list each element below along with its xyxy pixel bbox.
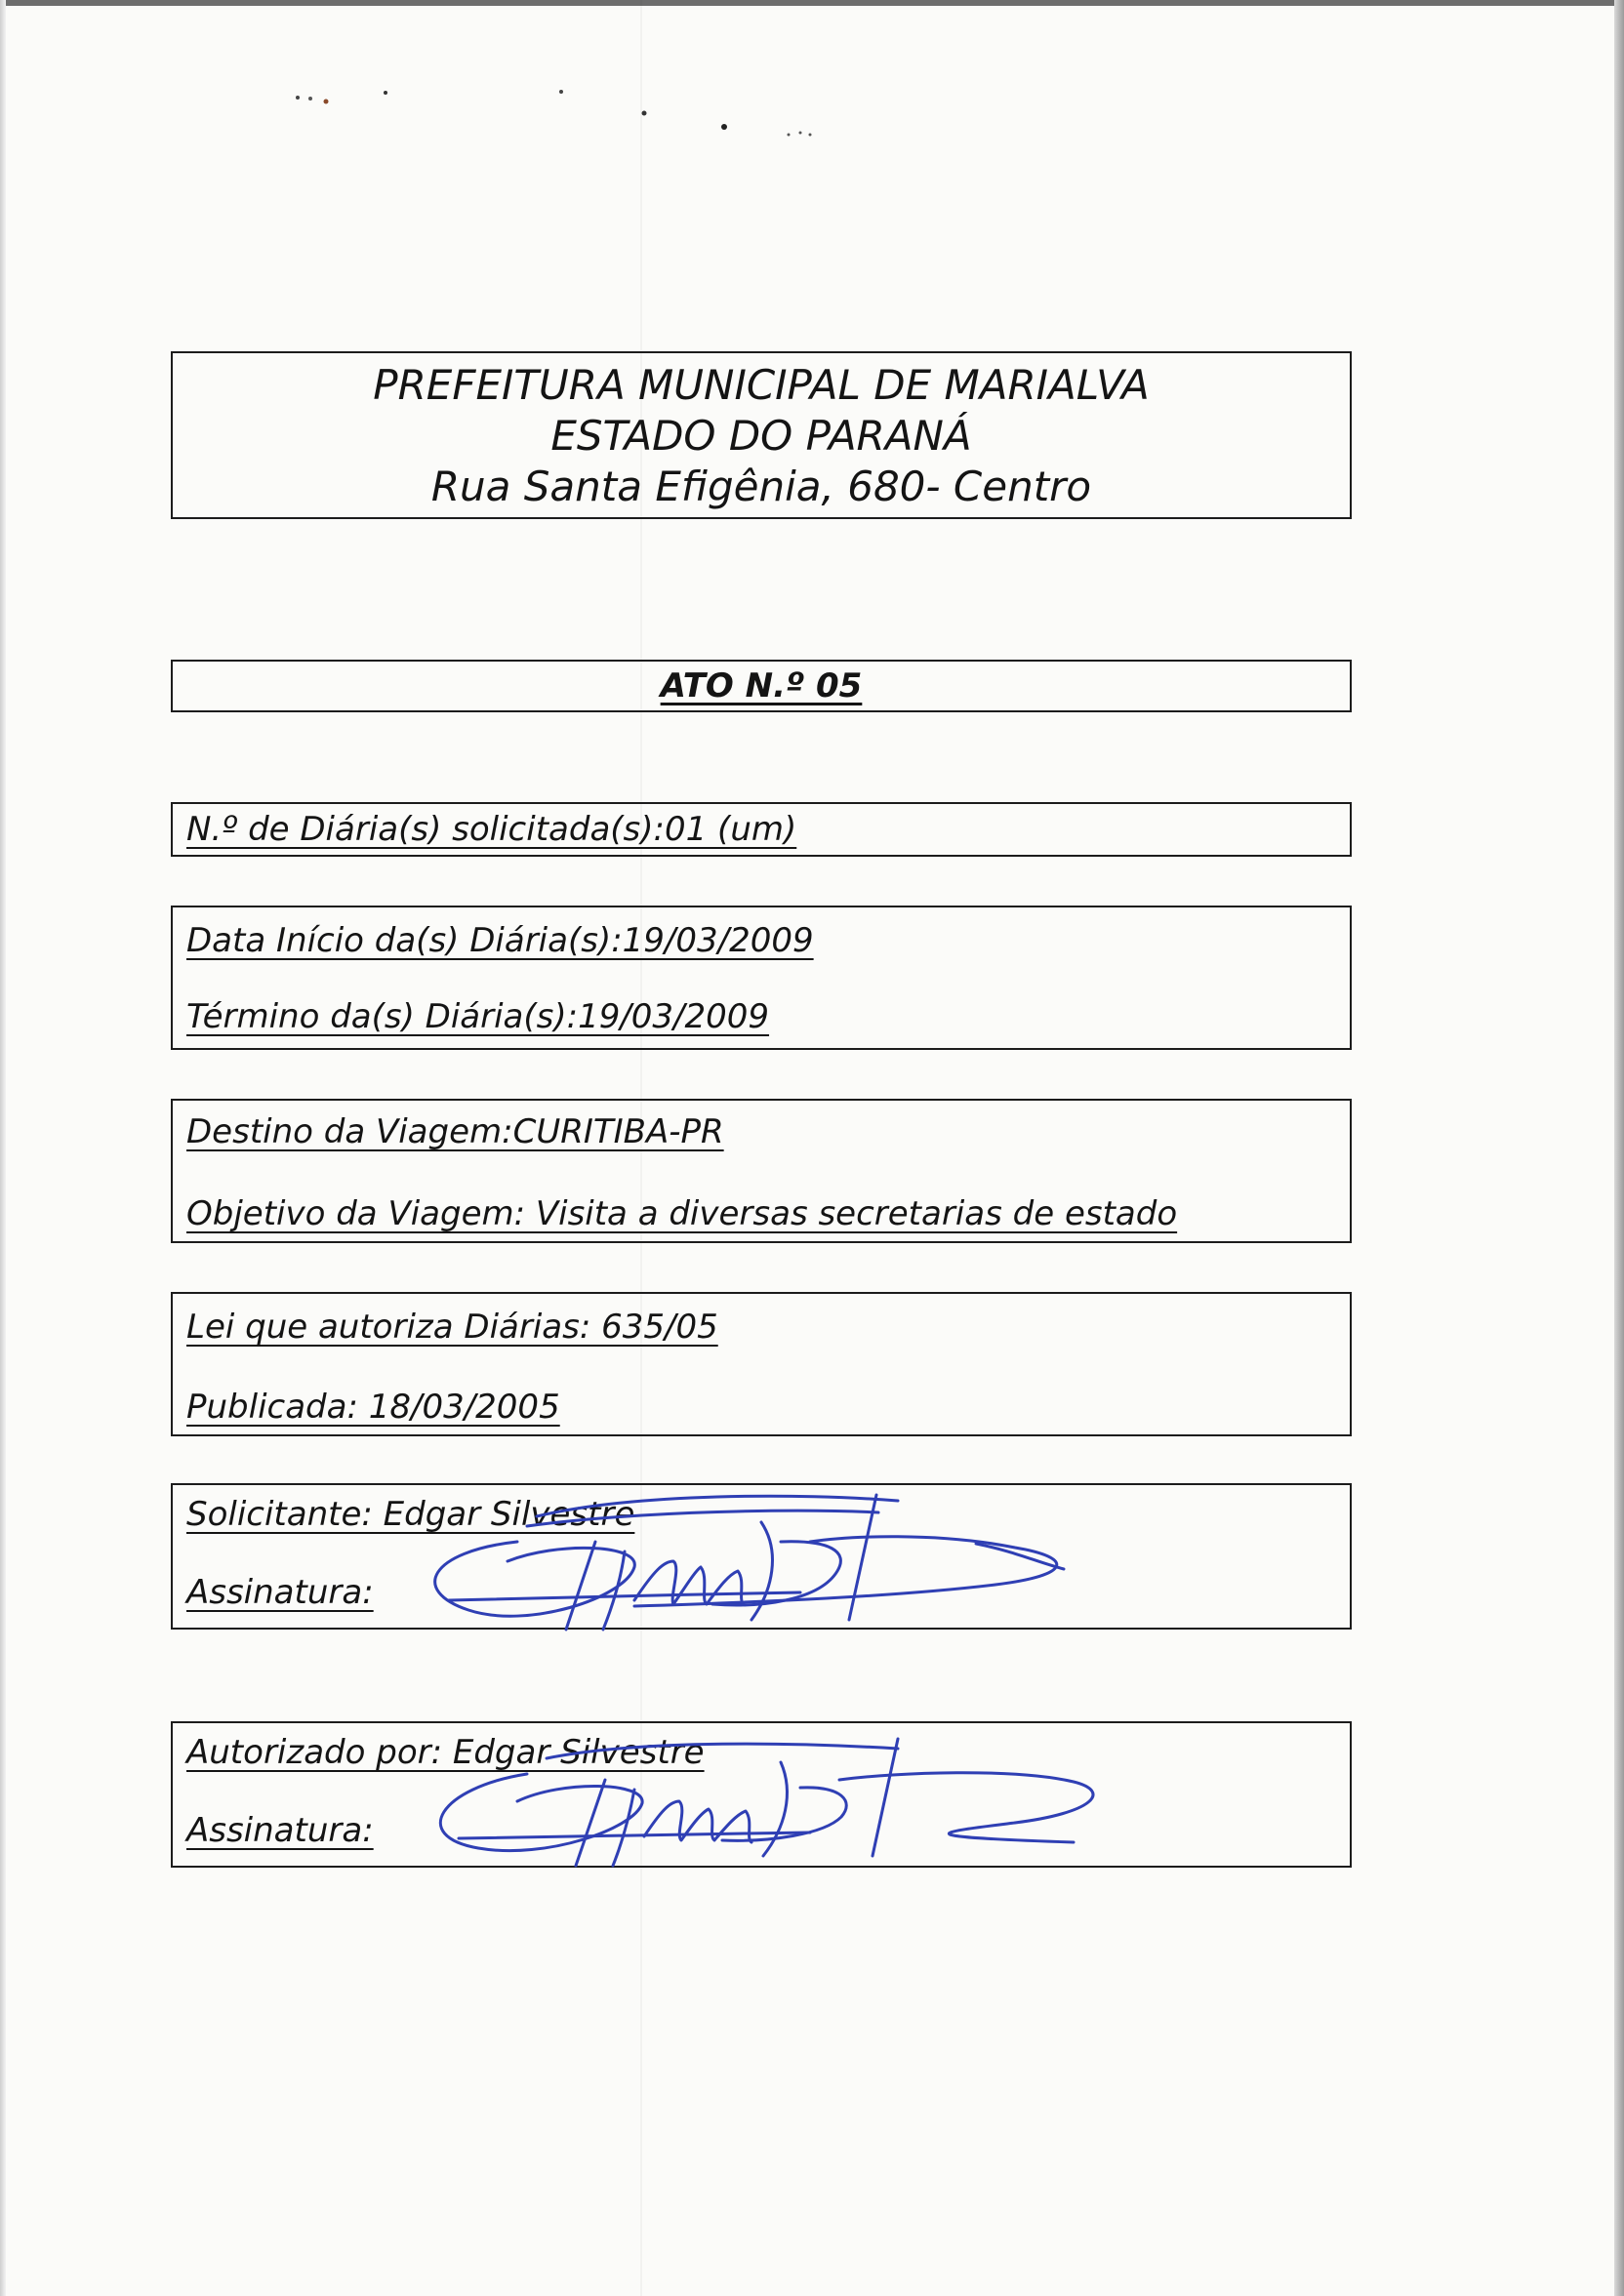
trip-objective: Objetivo da Viagem: Visita a diversas secretarias de estado	[186, 1194, 1178, 1233]
authorizing-law: Lei que autoriza Diárias: 635/05	[186, 1308, 718, 1347]
law-box	[171, 1292, 1352, 1436]
scan-right-edge	[1614, 0, 1624, 2296]
publication-date: Publicada: 18/03/2005	[186, 1388, 560, 1427]
act-title: ATO N.º 05	[660, 666, 863, 705]
state-name: ESTADO DO PARANÁ	[550, 412, 972, 460]
requester-signature-label: Assinatura:	[186, 1573, 374, 1612]
authorizer-name: Autorizado por: Edgar Silvestre	[186, 1733, 705, 1772]
start-date: Data Início da(s) Diária(s):19/03/2009	[186, 921, 814, 960]
authorizer-signature	[390, 1719, 1132, 1895]
diarias-count: N.º de Diária(s) solicitada(s):01 (um)	[186, 810, 797, 849]
header-box	[171, 351, 1352, 519]
trip-box	[171, 1099, 1352, 1243]
scan-specks	[0, 0, 1624, 293]
municipality-name: PREFEITURA MUNICIPAL DE MARIALVA	[373, 361, 1150, 409]
scan-left-edge	[0, 0, 6, 2296]
dates-box	[171, 906, 1352, 1050]
trip-destination: Destino da Viagem:CURITIBA-PR	[186, 1112, 724, 1151]
address: Rua Santa Efigênia, 680- Centro	[430, 463, 1092, 510]
end-date: Término da(s) Diária(s):19/03/2009	[186, 997, 770, 1036]
act-number-box	[171, 660, 1352, 712]
authorizer-signature-label: Assinatura:	[186, 1811, 374, 1850]
diarias-box	[171, 802, 1352, 857]
requester-signature	[390, 1483, 1132, 1659]
requester-name: Solicitante: Edgar Silvestre	[186, 1495, 635, 1534]
